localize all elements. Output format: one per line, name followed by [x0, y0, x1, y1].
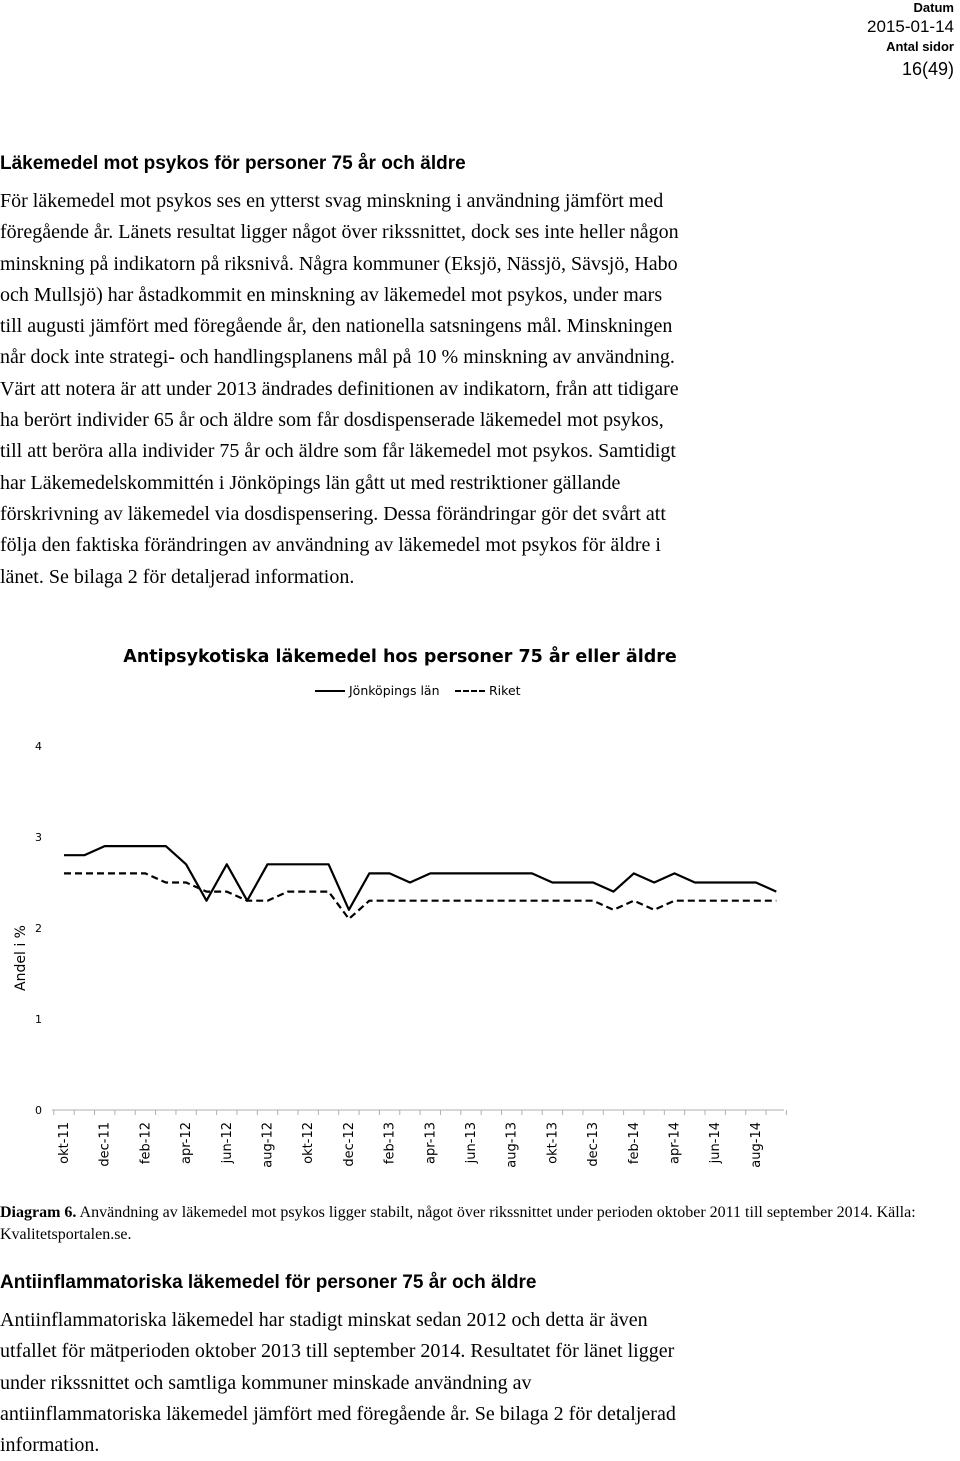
paragraph-line: har Läkemedelskommittén i Jönköpings län gått ut med restriktioner gällande: [0, 471, 621, 494]
paragraph-line: föregående år. Länets resultat ligger något över rikssnittet, dock ses inte heller någon: [0, 221, 679, 244]
figure-caption: [0, 1202, 958, 1246]
paragraph-line: till att beröra alla individer 75 år och äldre som får läkemedel mot psykos. Samtidigt: [0, 440, 676, 463]
x-tick-label: jun-12: [219, 1122, 235, 1164]
paragraph-line: minskning på indikatorn på riksnivå. Några kommuner (Eksjö, Nässjö, Sävsjö, Habo: [0, 252, 678, 275]
caption-text: Användning av läkemedel mot psykos ligger stabilt, något över rikssnittet under perioden oktober 2011 till september 2014. Källa: Kvalitetsportalen.se.: [0, 1204, 916, 1243]
paragraph-line: följa den faktiska förändringen av användning av läkemedel mot psykos för äldre i: [0, 534, 661, 557]
series-line-jonkoping: [64, 846, 776, 910]
x-tick-label: aug-12: [260, 1122, 276, 1168]
x-tick-label: jun-14: [708, 1122, 724, 1164]
date-label: Datum: [913, 0, 954, 15]
paragraph-line: länet. Se bilaga 2 för detaljerad information.: [0, 565, 355, 588]
y-tick-label: 1: [35, 1013, 42, 1026]
paragraph-line: förskrivning av läkemedel via dosdispensering. Dessa förändringar gör det svårt att: [0, 502, 666, 525]
x-tick-label: apr-14: [667, 1122, 683, 1164]
chart-title: Antipsykotiska läkemedel hos personer 75 år eller äldre: [123, 647, 677, 667]
paragraph-line: Värt att notera är att under 2013 ändrades definitionen av indikatorn, från att tidigare: [0, 377, 679, 400]
x-tick-label: feb-12: [138, 1122, 154, 1165]
paragraph-line: når dock inte strategi- och handlingsplanens mål på 10 % minskning av användning.: [0, 346, 675, 369]
legend-item-jonkoping: [315, 683, 440, 698]
x-tick-label: aug-13: [504, 1122, 520, 1168]
paragraph-line: information.: [0, 1434, 100, 1457]
x-tick-label: aug-14: [748, 1122, 764, 1168]
caption-label: Diagram 6.: [0, 1204, 77, 1221]
paragraph-line: antiinflammatoriska läkemedel jämfört med föregående år. Se bilaga 2 för detaljerad: [0, 1402, 676, 1425]
x-tick-label: apr-12: [179, 1122, 195, 1164]
pages-label: Antal sidor: [886, 39, 954, 54]
legend-label: Jönköpings län: [349, 683, 440, 698]
date-value: 2015-01-14: [867, 17, 954, 36]
paragraph-line: till augusti jämfört med föregående år, den nationella satsningens mål. Minskningen: [0, 315, 673, 338]
y-tick-label: 3: [35, 831, 42, 844]
series-line-riket: [64, 873, 776, 919]
paragraph-line: ha berört individer 65 år och äldre som får dosdispenserade läkemedel mot psykos,: [0, 409, 664, 432]
x-tick-label: dec-11: [97, 1122, 113, 1167]
legend-item-riket: [455, 683, 521, 698]
section-heading-psykos: Läkemedel mot psykos för personer 75 år och äldre: [0, 153, 466, 174]
y-tick-label: 4: [35, 740, 42, 753]
paragraph-antiinflammatoriska: [0, 1305, 958, 1461]
paragraph-psykos: [0, 186, 958, 593]
x-tick-label: feb-13: [382, 1122, 398, 1165]
paragraph-line: och Mullsjö) har åstadkommit en minskning av läkemedel mot psykos, under mars: [0, 283, 663, 306]
section-heading-antiinflammatoriska: Antiinflammatoriska läkemedel för personer 75 år och äldre: [0, 1272, 537, 1293]
y-tick-label: 0: [35, 1104, 42, 1117]
paragraph-line: under rikssnittet och samtliga kommuner minskade användning av: [0, 1371, 532, 1394]
line-chart: [0, 730, 800, 1200]
x-tick-label: okt-11: [57, 1122, 72, 1164]
legend-dashed-line: [455, 690, 485, 692]
paragraph-line: utfallet för mätperioden oktober 2013 till september 2014. Resultatet för länet ligger: [0, 1340, 675, 1363]
x-tick-label: okt-12: [301, 1122, 317, 1164]
x-tick-label: apr-13: [423, 1122, 439, 1164]
legend-solid-line: [315, 690, 345, 692]
x-tick-label: dec-12: [341, 1122, 357, 1167]
x-tick-label: okt-13: [545, 1122, 561, 1164]
x-tick-label: feb-14: [626, 1122, 642, 1165]
x-tick-label: dec-13: [586, 1122, 602, 1167]
x-tick-label: jun-13: [464, 1122, 479, 1164]
legend-label: Riket: [489, 683, 521, 698]
y-tick-label: 2: [35, 922, 42, 935]
paragraph-line: Antiinflammatoriska läkemedel har stadigt minskat sedan 2012 och detta är även: [0, 1309, 648, 1331]
y-axis-label: Andel i %: [13, 925, 29, 991]
paragraph-line: För läkemedel mot psykos ses en ytterst svag minskning i användning jämfört med: [0, 190, 664, 212]
page-count: 16(49): [901, 59, 954, 79]
